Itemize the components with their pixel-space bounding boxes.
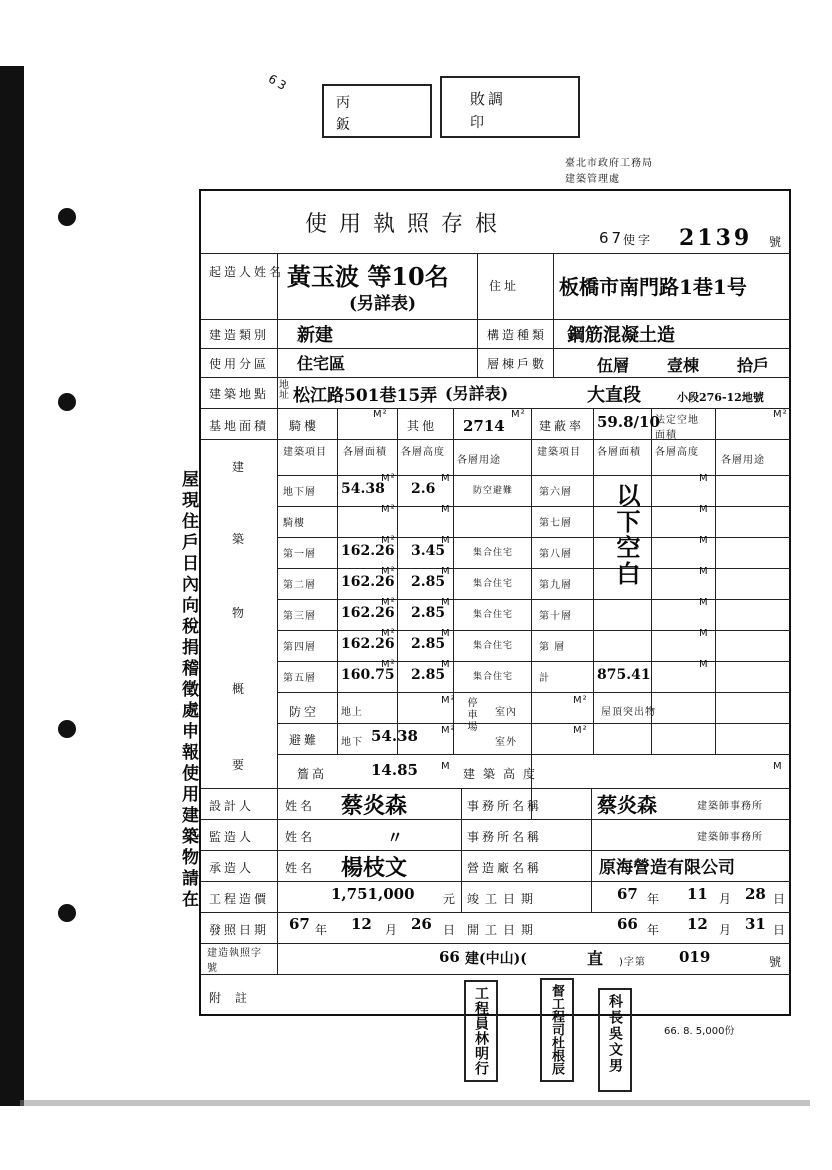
issue-label: 發照日期: [209, 923, 270, 937]
floor-height: 3.45: [411, 543, 446, 559]
floor-name-right: 第六層: [539, 487, 572, 498]
unit: M²: [773, 409, 788, 420]
above-ground: 地上: [341, 707, 363, 718]
designer-value: 蔡炎森: [341, 793, 408, 819]
top-stamp-right: [440, 76, 580, 138]
unit: M²: [373, 409, 388, 420]
name-label: 姓名: [285, 799, 316, 813]
floor-use: 集合住宅: [473, 548, 514, 558]
floor-area: 160.75: [341, 667, 395, 683]
builder-value: 原海營造有限公司: [599, 858, 735, 878]
floor-name-right: 第八層: [539, 549, 572, 560]
punch-hole: [58, 393, 76, 411]
name-label: 姓名: [285, 830, 316, 844]
floor-name: 騎樓: [283, 518, 305, 529]
permit-district: 建(中山)(: [465, 951, 527, 967]
name-label: 姓名: [285, 861, 316, 875]
firm-value: 蔡炎森: [597, 793, 657, 817]
floors-label: 層棟戶數: [487, 357, 548, 371]
coverage-value: 59.8/10: [597, 413, 660, 431]
year-label: 年: [647, 892, 663, 906]
floor-name: 第五層: [283, 673, 316, 684]
permit-label: 建造執照字號: [207, 948, 262, 974]
unit: M²: [441, 695, 456, 706]
cost-value: 1,751,000: [331, 885, 415, 903]
firm-stamp: 建築師事務所: [697, 801, 763, 812]
col-item: 建築項目: [283, 447, 327, 458]
supervisor-label: 監造人: [209, 830, 255, 844]
site-section: 大直段: [587, 385, 641, 406]
coverage-label: 建蔽率: [539, 419, 585, 433]
col-area: 各層面積: [597, 447, 641, 458]
unit: M: [441, 504, 451, 515]
floors-value: 壹棟: [667, 356, 700, 375]
unit: M²: [573, 695, 588, 706]
end-label: 開工日期: [467, 923, 540, 937]
start-label: 竣工日期: [467, 892, 540, 906]
total-value: 875.41: [597, 667, 651, 683]
side-label: 築: [232, 532, 248, 546]
doc-no-suffix: 號: [769, 235, 785, 249]
floor-name-right: 第 層: [539, 642, 566, 653]
site-label: 建築地點: [209, 387, 270, 401]
stamp-engineer-text: 工程員林明行: [473, 986, 489, 1076]
end-year: 66: [617, 915, 638, 933]
stamp-supervisor: [540, 978, 574, 1082]
unit: M: [773, 761, 783, 772]
unit: M²: [381, 566, 396, 577]
day-label: 日: [773, 892, 789, 906]
floor-height: 2.85: [411, 636, 446, 652]
floor-name: 第四層: [283, 642, 316, 653]
use-zone-value: 住宅區: [297, 354, 346, 373]
floors-value: 拾戶: [737, 356, 770, 375]
floor-height: 2.85: [411, 667, 446, 683]
building-type-value: 新建: [297, 325, 333, 346]
open-space-label: 法定空地面積: [655, 415, 699, 441]
area-other-value: 2714: [463, 417, 505, 435]
corner-note: 63: [265, 71, 292, 95]
floor-area: 54.38: [341, 481, 385, 497]
structure-label: 構造種類: [487, 328, 548, 342]
underground-value: 54.38: [371, 727, 418, 745]
floor-name-right: 第十層: [539, 611, 572, 622]
floor-use: 集合住宅: [473, 579, 514, 589]
designer-label: 設計人: [209, 799, 255, 813]
start-day: 28: [745, 885, 766, 903]
firm-label: 事務所名稱: [467, 799, 543, 813]
unit: M²: [381, 628, 396, 639]
notes-label: 附註: [209, 991, 262, 1005]
unit: M: [441, 761, 451, 772]
floor-area: 162.26: [341, 574, 395, 590]
end-day: 31: [745, 915, 766, 933]
unit: M²: [573, 725, 588, 736]
floor-use: 集合住宅: [473, 641, 514, 651]
punch-hole: [58, 208, 76, 226]
address-value: 板橋市南門路1巷1号: [559, 275, 747, 299]
blank-note: 以下空白: [612, 483, 641, 587]
owner-value: 黃玉波 等10名: [287, 262, 449, 291]
outdoor: 室外: [495, 737, 517, 748]
scan-edge: [0, 66, 24, 1106]
shelter-label: 避難: [289, 733, 320, 747]
stamp-text: 丙: [336, 95, 353, 111]
top-stamp-left: [322, 84, 432, 138]
permit-word: 直: [587, 949, 604, 968]
unit: M²: [381, 504, 396, 515]
unit: M²: [381, 659, 396, 670]
side-label: 要: [232, 758, 248, 772]
floors-value: 伍層: [597, 356, 630, 375]
floor-use: 集合住宅: [473, 610, 514, 620]
floor-area: 162.26: [341, 605, 395, 621]
unit: M: [441, 628, 451, 639]
floor-name-right: 第九層: [539, 580, 572, 591]
col-height: 各層高度: [655, 447, 699, 458]
unit: M: [441, 659, 451, 670]
eave-label: 簷高: [297, 767, 328, 781]
floor-area: 162.26: [341, 636, 395, 652]
unit: M: [441, 597, 451, 608]
issue-day: 26: [411, 915, 432, 933]
stamp-text: 敗調: [470, 90, 507, 108]
permit-form: [199, 189, 791, 1016]
address-label: 住址: [489, 279, 520, 293]
col-use: 各層用途: [457, 455, 501, 466]
unit: M: [699, 504, 709, 515]
col-use: 各層用途: [721, 455, 765, 466]
use-zone-label: 使用分區: [209, 357, 270, 371]
office-name: 臺北市政府工務局: [565, 158, 653, 169]
form-title: 使用執照存根: [305, 212, 510, 237]
area-col2: 其他: [407, 419, 438, 433]
unit: M²: [511, 409, 526, 420]
unit: M: [441, 535, 451, 546]
side-vertical-note: 屋現住戶日內向稅捐稽徵處申報使用建築物請在: [178, 470, 198, 911]
month-label: 月: [719, 923, 735, 937]
site-sub-label: 地址: [279, 380, 290, 401]
floor-name-right: 第七層: [539, 518, 572, 529]
scan-bottom-edge: [20, 1100, 810, 1106]
floor-use: 集合住宅: [473, 672, 514, 682]
day-label: 日: [443, 923, 459, 937]
floor-name-right: 計: [539, 673, 550, 684]
unit: M: [699, 566, 709, 577]
site-value-2: (另詳表): [445, 384, 509, 403]
unit: M: [699, 659, 709, 670]
year-label: 年: [647, 923, 663, 937]
structure-value: 鋼筋混凝土造: [567, 325, 675, 346]
unit: M: [699, 597, 709, 608]
issue-month: 12: [351, 915, 372, 933]
year-label: 年: [315, 923, 331, 937]
start-year: 67: [617, 885, 638, 903]
air-raid-label: 防空: [289, 705, 320, 719]
month-label: 月: [719, 892, 735, 906]
doc-no-word: 使字: [623, 233, 654, 247]
permit-year: 66: [439, 948, 460, 966]
stamp-text: 鈑: [336, 117, 353, 133]
owner-sub: (另詳表): [349, 294, 417, 314]
end-month: 12: [687, 915, 708, 933]
floor-name: 第一層: [283, 549, 316, 560]
area-col1: 騎樓: [289, 419, 320, 433]
building-type-label: 建造類別: [209, 328, 270, 342]
print-note: 66. 8. 5,000份: [664, 1026, 735, 1037]
area-label: 基地面積: [209, 419, 270, 433]
side-label: 物: [232, 606, 248, 620]
site-lot: 小段276-12地號: [677, 391, 764, 404]
doc-no-number: 2139: [679, 225, 753, 251]
bldg-height-label: 建築高度: [463, 767, 544, 781]
contractor-label: 承造人: [209, 861, 255, 875]
permit-number: 019: [679, 948, 711, 966]
unit: M: [699, 628, 709, 639]
contractor-value: 楊枝文: [341, 855, 408, 881]
underground: 地下: [341, 737, 363, 748]
floor-name: 第三層: [283, 611, 316, 622]
day-label: 日: [773, 923, 789, 937]
unit: M²: [381, 597, 396, 608]
supervisor-value: 〃: [387, 828, 404, 847]
roof-label: 屋頂突出物: [601, 707, 656, 718]
stamp-supervisor-text: 督工程司杜根辰: [549, 984, 564, 1075]
firm-label: 事務所名稱: [467, 830, 543, 844]
unit: M: [441, 473, 451, 484]
unit: M²: [381, 473, 396, 484]
unit: M: [441, 566, 451, 577]
floor-height: 2.85: [411, 605, 446, 621]
floor-height: 2.85: [411, 574, 446, 590]
side-label: 建: [232, 460, 248, 474]
punch-hole: [58, 904, 76, 922]
supervisor-firm: 建築師事務所: [697, 832, 763, 843]
floor-name: 第二層: [283, 580, 316, 591]
col-area: 各層面積: [343, 447, 387, 458]
stamp-engineer: [464, 980, 498, 1082]
floor-height: 2.6: [411, 481, 436, 497]
permit-suffix: 號: [769, 955, 785, 969]
floor-area: 162.26: [341, 543, 395, 559]
col-height: 各層高度: [401, 447, 445, 458]
punch-hole: [58, 720, 76, 738]
unit: M²: [381, 535, 396, 546]
office-name: 建築管理處: [565, 174, 620, 185]
floor-use: 防空避難: [473, 486, 514, 496]
indoor: 室內: [495, 707, 517, 718]
side-label: 概: [232, 682, 248, 696]
unit: M: [699, 473, 709, 484]
cost-label: 工程造價: [209, 892, 270, 906]
cost-unit: 元: [443, 892, 459, 906]
unit: M²: [441, 725, 456, 736]
builder-label: 營造廠名稱: [467, 861, 543, 875]
col-item: 建築項目: [537, 447, 581, 458]
unit: M: [699, 535, 709, 546]
issue-year: 67: [289, 915, 310, 933]
site-value: 松江路501巷15弄: [293, 386, 438, 406]
stamp-chief-text: 科長吳文男: [607, 994, 623, 1074]
eave-value: 14.85: [371, 761, 418, 779]
stamp-text: 印: [470, 115, 487, 131]
owner-label: 起造人姓名: [209, 265, 285, 279]
stamp-chief: [598, 988, 632, 1092]
start-month: 11: [687, 885, 708, 903]
floor-name: 地下層: [283, 487, 316, 498]
month-label: 月: [385, 923, 401, 937]
parking-label: 停車場: [465, 697, 476, 733]
doc-no-prefix: 67: [599, 229, 625, 247]
permit-mid: )字第: [619, 957, 646, 968]
